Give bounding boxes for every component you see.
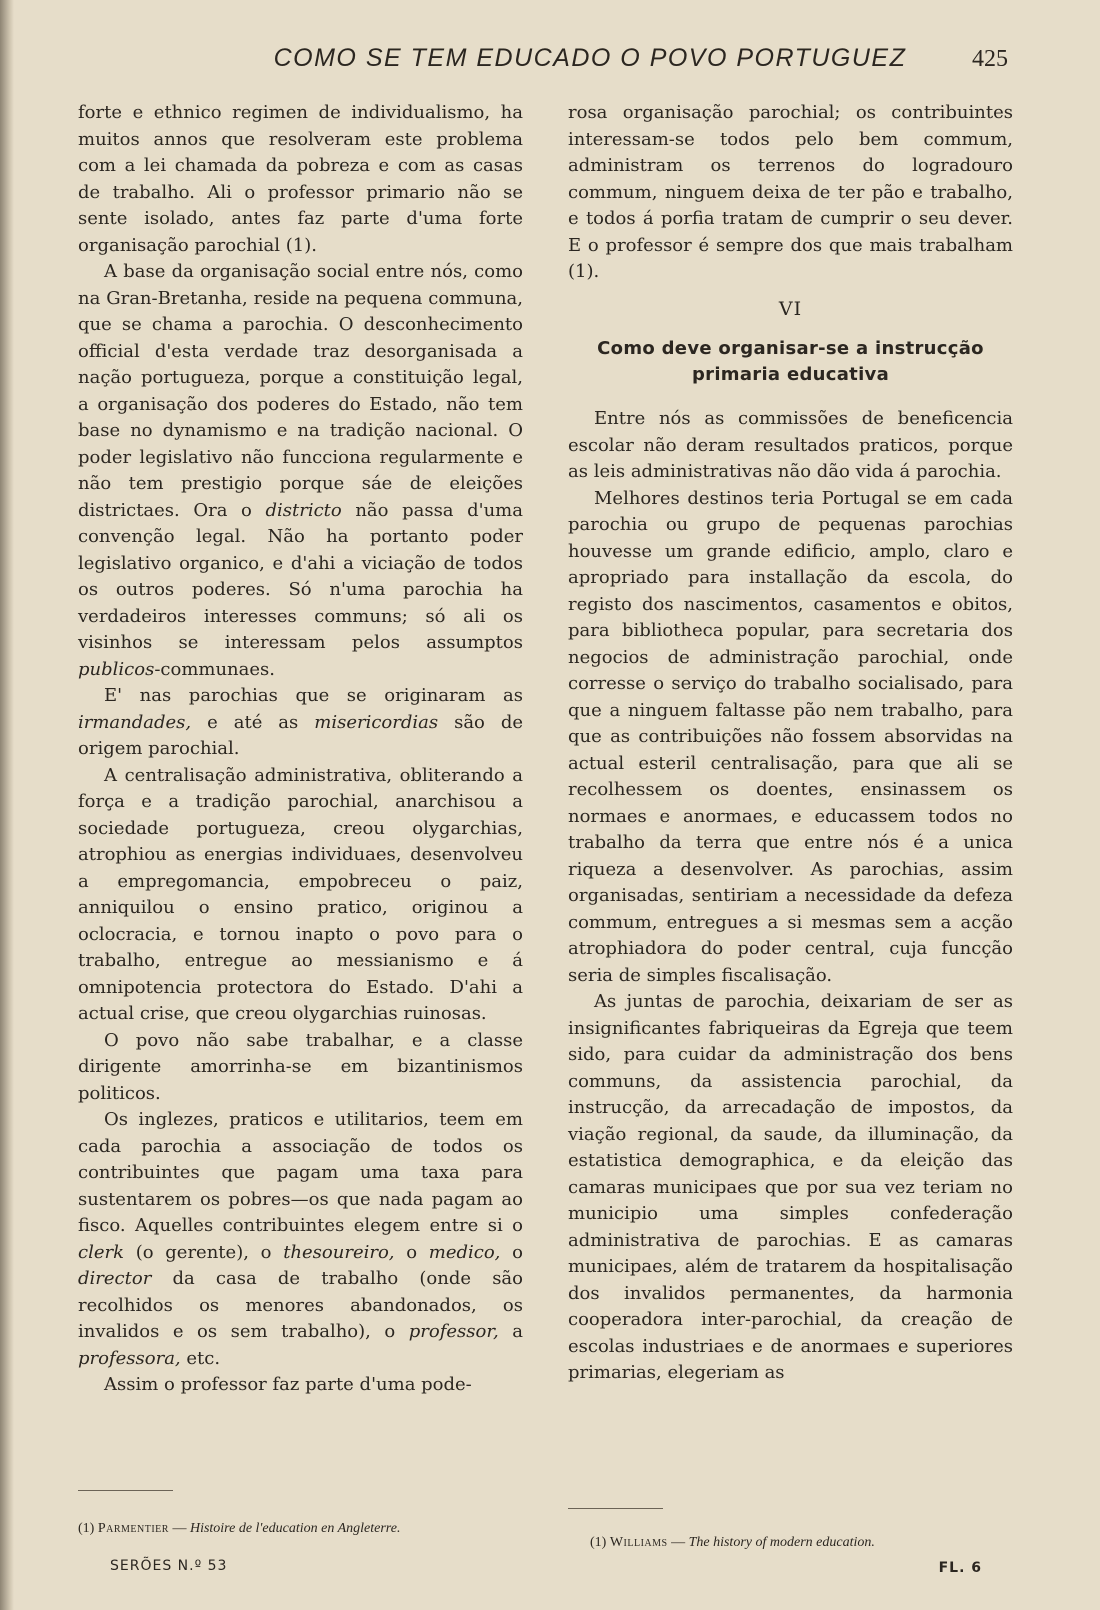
footnote-title: Histoire de l'education en Angleterre. xyxy=(189,1521,401,1536)
emphasis: districto xyxy=(265,499,342,521)
folio-mark: FL. 6 xyxy=(938,1560,982,1576)
page-binding-edge xyxy=(0,0,14,1610)
emphasis: professor, xyxy=(408,1321,499,1342)
footnote-rule xyxy=(568,1508,663,1509)
footnote-title: The history of modern education. xyxy=(688,1535,875,1550)
footnote-left: (1) Parmentier — Histoire de l'education en Angleterre. xyxy=(78,1521,401,1536)
emphasis: professora, xyxy=(78,1347,181,1369)
footnote-author: Williams xyxy=(609,1535,668,1550)
paragraph: Entre nós as commissões de beneficencia escolar não deram resultados praticos, porque as leis administrativas não dão vida á parochia. xyxy=(568,408,1013,482)
printer-signature: SERÕES N.º 53 xyxy=(110,1558,228,1574)
paragraph: O povo não sabe trabalhar, e a classe dirigente amorrinha-se em bizantinismos politicos. xyxy=(78,1029,523,1104)
right-column xyxy=(568,100,1013,1387)
emphasis: misericordias xyxy=(314,711,439,733)
emphasis: clerk xyxy=(78,1241,125,1263)
left-column xyxy=(78,100,523,1399)
section-number: VI xyxy=(778,297,803,320)
paragraph: rosa organisação parochial; os contribuintes interessam-se todos pelo bem commum, administram os terrenos do logradouro commum, ninguem deixa de ter pão e trabalho, e todos á porfia tratam de cumprir o seu dever. E o professor é sempre dos que mais trabalham (1). xyxy=(568,102,1013,282)
paragraph: As juntas de parochia, deixariam de ser as insignificantes fabriqueiras da Egreja que teem sido, para cuidar da administração dos bens communs, da assistencia parochial, da instrucção, da arrecadação de impostos, da viação regional, da saude, da illuminação, da estatistica demographica, e da eleição das camaras municipaes que por sua vez teriam no municipio uma simples confederação administrativa de parochias. E as camaras municipaes, além de tratarem da hospitalisação dos invalidos permanentes, da harmonia cooperadora inter-parochial, da creação de escolas industriaes e de anormaes e superiores primarias, elegeriam as xyxy=(568,991,1013,1383)
paragraph: A base da organisação social entre nós, como na Gran-Bretanha, reside na pequena communa, que se chama a parochia. O desconhecimento official d'esta verdade traz desorganisada a nação portugueza, porque a constituição legal, a organisação dos poderes do Estado, não tem base no dynamismo e na tradição nacional. O poder legislativo não funcciona regularmente e não tem prestigio porque sáe de eleições districtaes. Ora o districto não passa d'uma convenção legal. Não ha portanto poder legislativo organico, e d'ahi a viciação de todos os outros poderes. Só n'uma parochia ha verdadeiros interesses communs; só ali os visinhos se interessam pelos assumptos publicos-communaes. xyxy=(78,261,523,680)
page-header xyxy=(70,44,1030,84)
paragraph: Assim o professor faz parte d'uma pode- xyxy=(104,1374,472,1395)
emphasis: director xyxy=(78,1268,152,1289)
paragraph: A centralisação administrativa, obliterando a força e a tradição parochial, anarchisou a sociedade portugueza, creou olygarchias, atrophiou as energias individuaes, desenvolveu a empregomancia, empobreceu o paiz, anniquilou o ensino pratico, originou a oclocracia, e tornou inapto o povo para o trabalho, entregue ao messianismo e á omnipotencia protectora do Estado. D'ahi a actual crise, que creou olygarchias ruinosas. xyxy=(78,764,523,1024)
footnote-rule xyxy=(78,1490,173,1491)
page-number: 425 xyxy=(972,46,1008,72)
footnote-author: Parmentier xyxy=(97,1521,169,1536)
paragraph: E' nas parochias que se originaram as irmandades, e até as misericordias são de origem parochial. xyxy=(78,685,524,759)
running-title: COMO SE TEM EDUCADO O POVO PORTUGUEZ xyxy=(273,44,907,72)
emphasis: thesoureiro, xyxy=(283,1241,395,1263)
emphasis: medico, xyxy=(428,1241,501,1263)
emphasis: publicos xyxy=(78,658,155,680)
footnote-right: (1) Williams — The history of modern education. xyxy=(590,1535,875,1550)
paragraph: Os inglezes, praticos e utilitarios, teem em cada parochia a associação de todos os contribuintes que pagam uma taxa para sustentarem os pobres—os que nada pagam ao fisco. Aquelles contribuintes elegem entre si o clerk (o gerente), o thesoureiro, o medico, o director da casa de trabalho (onde são recolhidos os menores abandonados, os invalidos e os sem trabalho), o professor, a professora, etc. xyxy=(78,1109,523,1369)
paragraph: Melhores destinos teria Portugal se em cada parochia ou grupo de pequenas parochias houvesse um grande edificio, amplo, claro e apropriado para installação da escola, do registo dos nascimentos, casamentos e obitos, para bibliotheca popular, para secretaria dos negocios de administração parochial, onde corresse o serviço do trabalho socialisado, para que a ninguem faltasse pão nem trabalho, para que as contribuições não fossem absorvidas na actual esteril centralisação, para que ali se recolhessem os doentes, ensinassem os normaes e anormaes, e educassem todos no trabalho da terra que entre nós é a unica riqueza a desenvolver. As parochias, assim organisadas, sentiriam a necessidade da defeza commum, entregues a si mesmas sem a acção atrophiadora do poder central, cuja funcção seria de simples fiscalisação. xyxy=(568,487,1013,986)
paragraph: forte e ethnico regimen de individualismo, ha muitos annos que resolveram este problema com a lei chamada da pobreza e com as casas de trabalho. Ali o professor primario não se sente isolado, antes faz parte d'uma forte organisação parochial (1). xyxy=(78,102,523,256)
section-title: Como deve organisar-se a instrucção primaria educativa xyxy=(597,338,984,385)
emphasis: irmandades, xyxy=(78,711,192,733)
